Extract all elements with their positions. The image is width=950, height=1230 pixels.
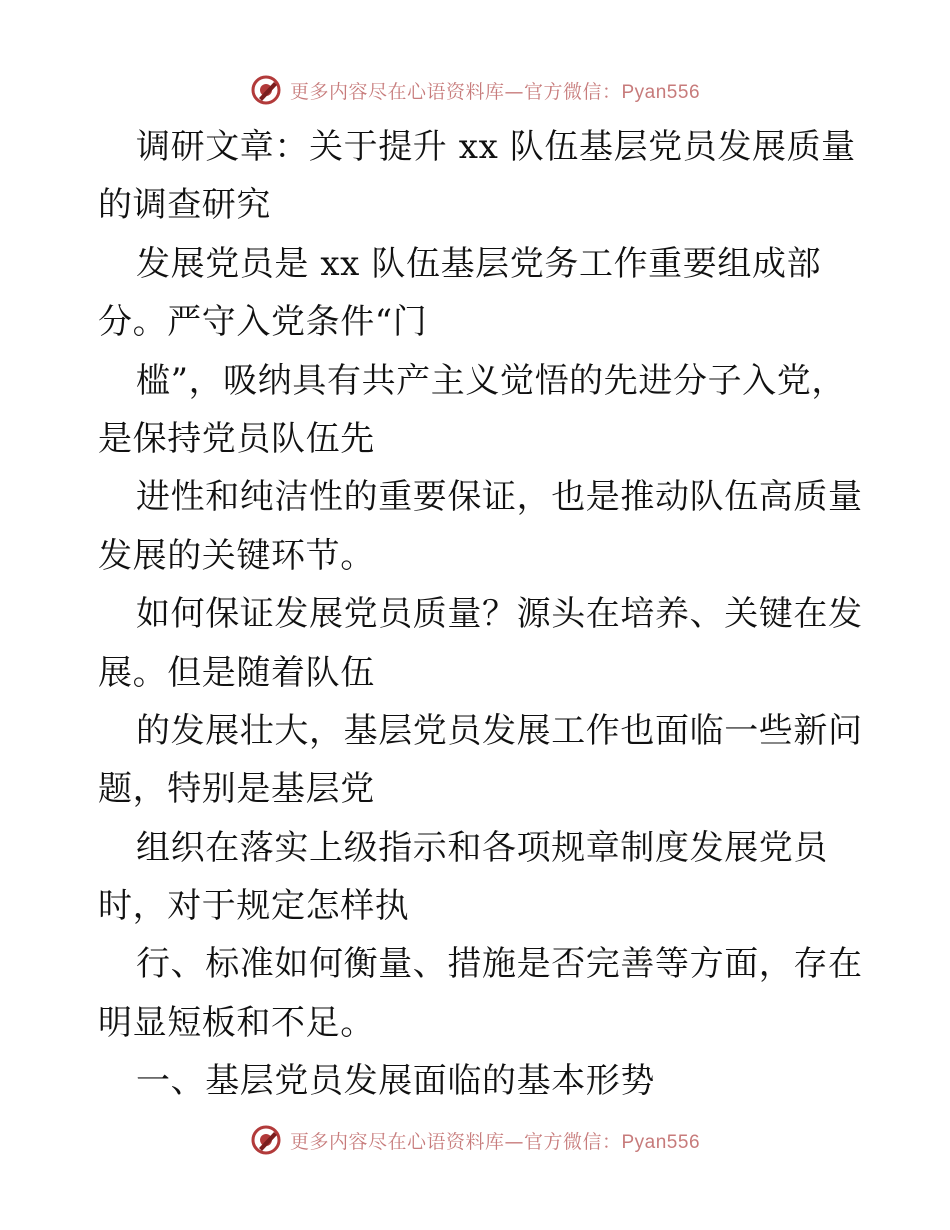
paragraph-6-line-1: 组织在落实上级指示和各项规章制度发展党员	[136, 827, 828, 868]
paragraph-2-line-1: 槛”，吸纳具有共产主义觉悟的先进分子入党，	[136, 360, 846, 401]
paragraph-1-line-2: 分。严守入党条件“门	[98, 302, 428, 343]
document-body	[98, 118, 863, 1111]
paragraph-5-line-2: 题，特别是基层党	[98, 769, 375, 810]
paragraph-6-line-2: 时，对于规定怎样执	[98, 886, 410, 927]
watermark-label: 更多内容尽在心语资料库—官方微信：	[289, 1130, 622, 1153]
paragraph-3-line-2: 发展的关键环节。	[98, 535, 375, 576]
paragraph-4-line-1: 如何保证发展党员质量？源头在培养、关键在发	[136, 594, 863, 635]
paragraph-4-line-2: 展。但是随着队伍	[98, 652, 375, 693]
brand-logo-icon	[250, 74, 282, 106]
paragraph-1-line-1: 发展党员是 xx 队伍基层党务工作重要组成部	[136, 243, 822, 284]
watermark-text	[290, 1127, 700, 1154]
footer-watermark-banner	[0, 1120, 950, 1160]
paragraph-7-line-1: 行、标准如何衡量、措施是否完善等方面，存在	[136, 944, 863, 985]
watermark-handle: Pyan556	[621, 81, 701, 103]
paragraph-3-line-1: 进性和纯洁性的重要保证，也是推动队伍高质量	[136, 477, 863, 518]
section-heading: 一、基层党员发展面临的基本形势	[136, 1061, 655, 1102]
header-watermark-banner	[0, 70, 950, 110]
doc-title-line-2: 的调查研究	[98, 185, 271, 226]
paragraph-7-line-2: 明显短板和不足。	[98, 1002, 375, 1043]
paragraph-5-line-1: 的发展壮大，基层党员发展工作也面临一些新问	[136, 710, 863, 751]
watermark-label: 更多内容尽在心语资料库—官方微信：	[289, 80, 622, 103]
paragraph-2-line-2: 是保持党员队伍先	[98, 418, 375, 459]
doc-title-line-1: 调研文章：关于提升 xx 队伍基层党员发展质量	[136, 127, 856, 167]
watermark-handle: Pyan556	[621, 1131, 701, 1153]
watermark-text	[290, 77, 700, 104]
brand-logo-icon	[250, 1124, 282, 1156]
